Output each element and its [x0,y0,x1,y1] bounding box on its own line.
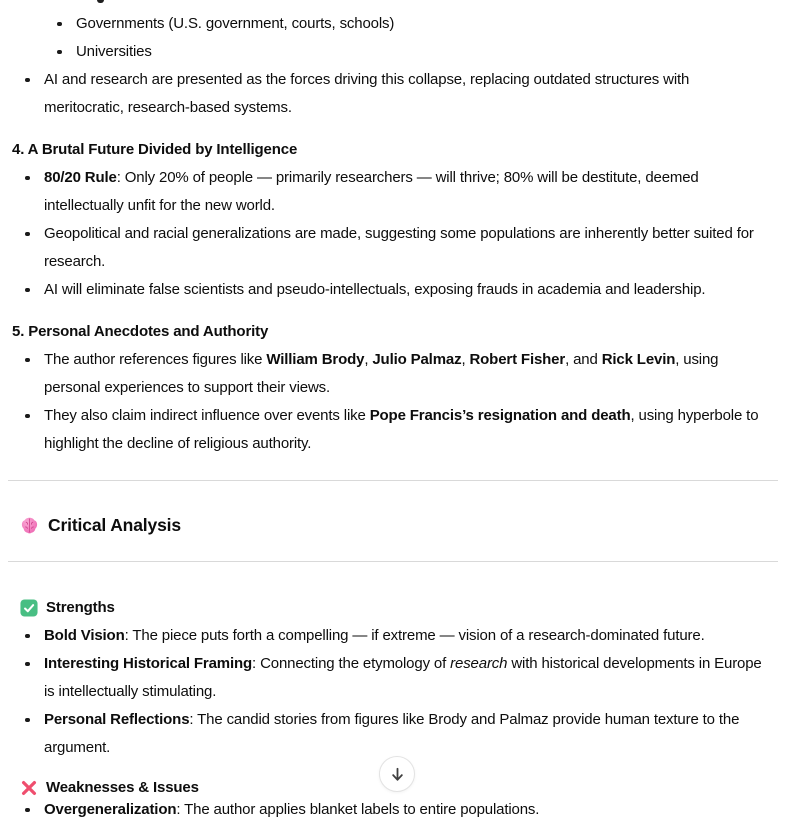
text-run: with historical developments in Europe is intellectually stimulating. [44,655,762,700]
heading-label: Critical Analysis [48,515,181,535]
bold-text-run: Julio Palmaz [372,351,462,368]
bullet-dot [25,808,30,813]
strengths-heading [12,594,764,622]
text-run: : Connecting the etymology of [252,655,451,672]
text-run: AI and research are presented as the forces driving this collapse, replacing outdated structures with meritocratic, research-based systems. [44,71,690,116]
cross-mark-icon [20,779,38,797]
bullet-dot [25,414,30,419]
bullet-dot [25,662,30,667]
arrow-down-icon [389,766,406,783]
list-item [12,276,764,304]
bold-text-run: Personal Reflections [44,711,190,728]
text-run: , [461,351,470,368]
list-item [12,38,764,66]
text-run: They also claim indirect influence over events like [44,407,370,424]
text-run: Geopolitical and racial generalizations are made, suggesting some populations are inherently better suited for research. [44,225,754,270]
section-divider [8,480,778,481]
section-5-heading: 5. Personal Anecdotes and Authority [12,323,269,340]
text-run: : The author applies blanket labels to entire populations. [176,801,540,818]
section-4-heading: 4. A Brutal Future Divided by Intelligence [12,141,298,158]
list-item [12,164,764,220]
collapse-list [12,66,764,122]
text-run: Universities [76,43,152,60]
bullet-dot [25,288,30,293]
critical-analysis-heading [12,511,764,539]
list-item [12,796,764,824]
bold-text-run: Bold Vision [44,627,125,644]
bullet-dot [57,22,62,27]
bullet-dot [25,232,30,237]
bold-text-run: William Brody [266,351,365,368]
bold-text-run: 80/20 Rule [44,169,117,186]
bold-text-run: Overgeneralization [44,801,177,818]
list-item [12,220,764,276]
text-run: AI will eliminate false scientists and pseudo-intellectuals, exposing frauds in academia and leadership. [44,281,706,298]
bullet-dot [25,634,30,639]
bullet-dot [25,176,30,181]
text-run: , and [565,351,602,368]
institutions-sublist [12,10,764,66]
bold-text-run: Interesting Historical Framing [44,655,253,672]
list-item [12,346,764,402]
text-run: : The piece puts forth a compelling — if extreme — vision of a research-dominated future. [124,627,705,644]
text-run: , [364,351,373,368]
weaknesses-list-clipped [12,796,764,824]
italic-text-run: research [450,655,508,672]
heading-label: Strengths [46,599,115,616]
text-run: Governments (U.S. government, courts, schools) [76,15,395,32]
text-run: : Only 20% of people — primarily researchers — will thrive; 80% will be destitute, deemed intellectually unfit for the new world. [44,169,699,214]
list-item [12,402,764,458]
text-run: , using personal experiences to support their views. [44,351,719,396]
brain-icon [20,516,39,535]
section-4-list [12,164,764,304]
bullet-dot [25,78,30,83]
text-run: The author references figures like [44,351,267,368]
list-item [12,66,764,122]
bullet-dot [25,718,30,723]
text-run: : The candid stories from figures like Brody and Palmaz provide human texture to the argument. [44,711,740,756]
heading-label: Weaknesses & Issues [46,779,199,796]
list-item [12,650,764,706]
section-divider [8,561,778,562]
bullet-dot [25,358,30,363]
check-mark-icon [20,599,38,617]
bold-text-run: Pope Francis’s resignation and death [369,407,631,424]
bold-text-run: Rick Levin [601,351,676,368]
list-item [12,10,764,38]
bold-text-run: Robert Fisher [469,351,566,368]
section-5-list [12,346,764,458]
bullet-dot [57,50,62,55]
list-item [12,622,764,650]
text-run: , using hyperbole to highlight the decline of religious authority. [44,407,759,452]
scroll-down-button[interactable] [379,756,415,792]
strengths-list [12,622,764,762]
list-item [12,706,764,762]
